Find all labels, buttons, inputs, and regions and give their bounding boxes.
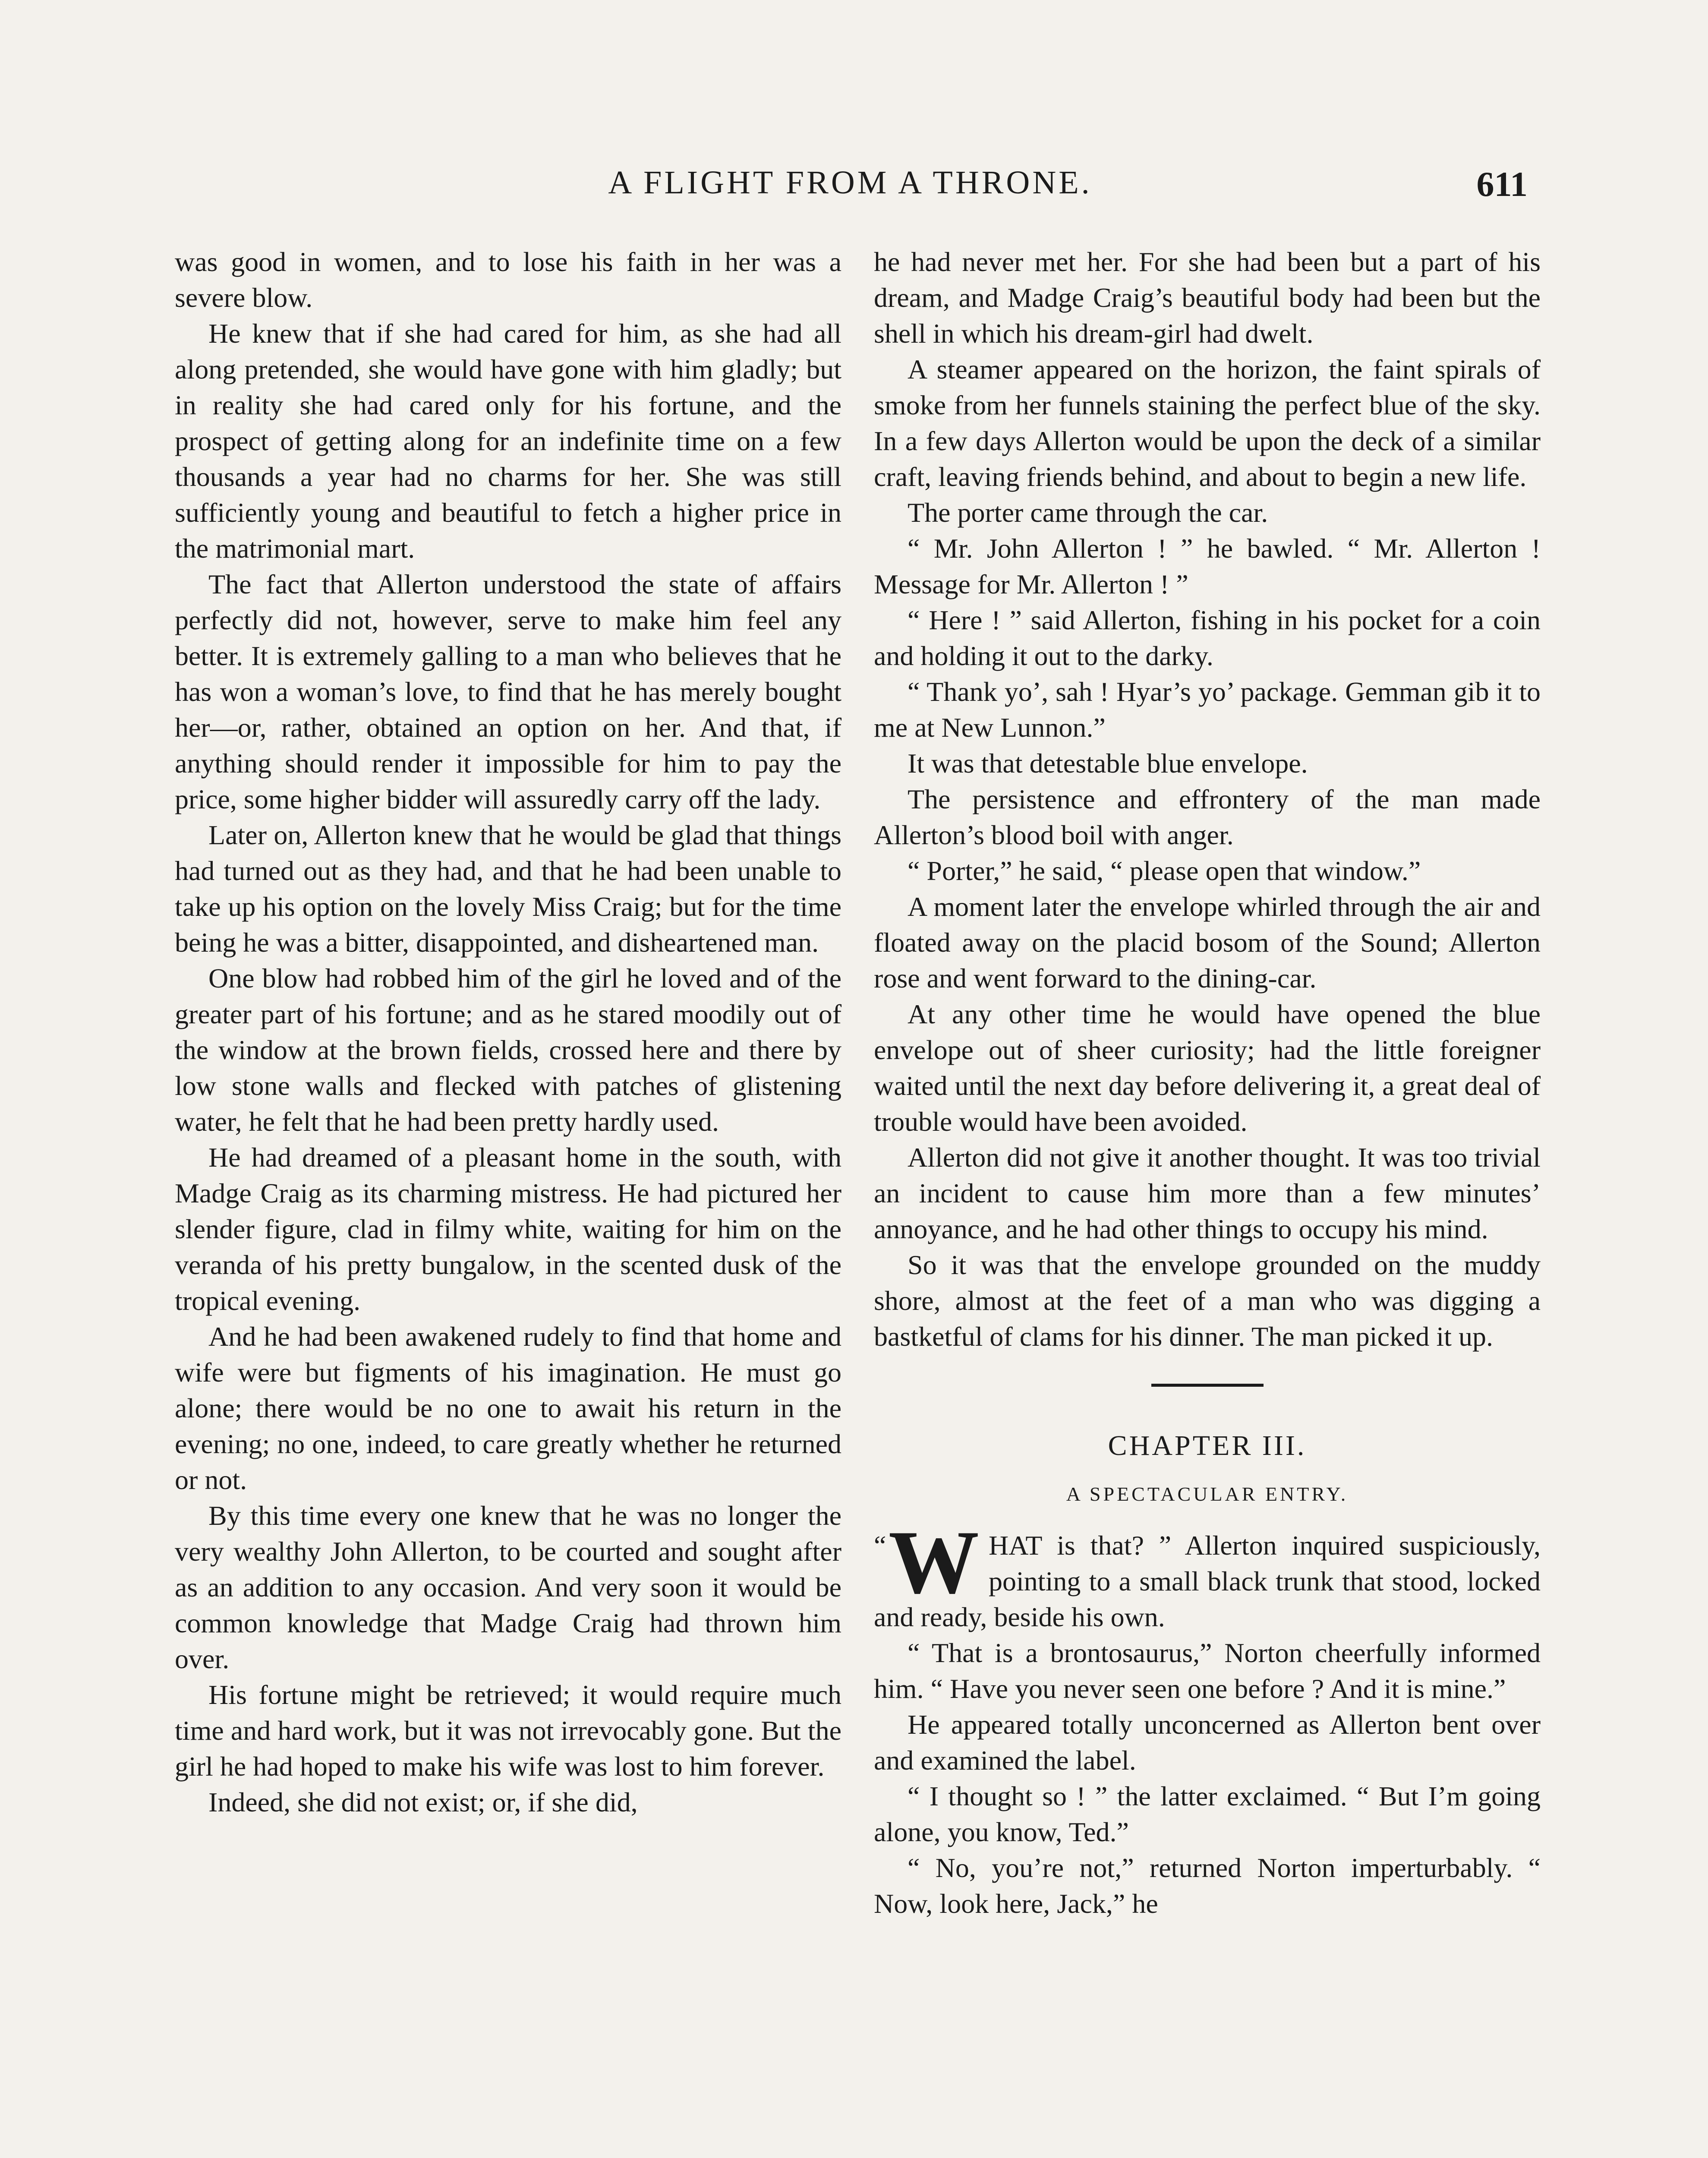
- paragraph: Indeed, she did not exist; or, if she did,: [208, 1787, 638, 1817]
- page-header: [173, 164, 1528, 216]
- paragraph: “ Mr. John Allerton ! ” he bawled. “ Mr. Allerton ! Message for Mr. Allerton ! ”: [874, 533, 1541, 599]
- paragraph: He had dreamed of a pleasant home in the south, with Madge Craig as its charming mistress. He had pictured her slender figure, clad in filmy white, waiting for him on the veranda of his pretty bungalow, in the scented dusk of the tropical evening.: [175, 1142, 841, 1316]
- paragraph: The porter came through the car.: [908, 497, 1268, 528]
- paragraph: He appeared totally unconcerned as Allerton bent over and examined the label.: [874, 1709, 1541, 1776]
- section-divider: [1151, 1384, 1264, 1387]
- left-column: [175, 244, 841, 1820]
- paragraph: It was that detestable blue envelope.: [908, 748, 1308, 779]
- opening-paragraph: [874, 1512, 1541, 1635]
- paragraph: “ No, you’re not,” returned Norton imperturbably. “ Now, look here, Jack,” he: [874, 1852, 1541, 1919]
- paragraph: So it was that the envelope grounded on the muddy shore, almost at the feet of a man who was digging a bastketful of clams for his dinner. The man picked it up.: [874, 1249, 1541, 1352]
- paragraph: A steamer appeared on the horizon, the faint spirals of smoke from her funnels staining the perfect blue of the sky. In a few days Allerton would be upon the deck of a similar craft, leaving friends behind, and about to begin a new life.: [874, 354, 1541, 492]
- opening-text: HAT is that? ” Allerton inquired suspiciously, pointing to a small black trunk that stood, locked and ready, beside his own.: [874, 1530, 1541, 1632]
- paragraph: was good in women, and to lose his faith in her was a severe blow.: [175, 246, 841, 313]
- paragraph: A moment later the envelope whirled through the air and floated away on the placid bosom of the Sound; Allerton rose and went forward to the dining-car.: [874, 891, 1541, 994]
- paragraph: “ That is a brontosaurus,” Norton cheerfully informed him. “ Have you never seen one before ? And it is mine.”: [874, 1637, 1541, 1704]
- paragraph: Allerton did not give it another thought. It was too trivial an incident to cause him more than a few minutes’ annoyance, and he had other things to occupy his mind.: [874, 1142, 1541, 1244]
- paragraph: “ Thank yo’, sah ! Hyar’s yo’ package. Gemman gib it to me at New Lunnon.”: [874, 676, 1541, 743]
- chapter-title: CHAPTER III.: [1108, 1430, 1307, 1461]
- paragraph: “ I thought so ! ” the latter exclaimed. “ But I’m going alone, you know, Ted.”: [874, 1781, 1541, 1847]
- drop-cap: W: [889, 1512, 979, 1612]
- paragraph: His fortune might be retrieved; it would require much time and hard work, but it was not irrevocably gone. But the girl he had hoped to make his wife was lost to him forever.: [175, 1679, 841, 1782]
- paragraph: The persistence and effrontery of the man made Allerton’s blood boil with anger.: [874, 784, 1541, 850]
- paragraph: One blow had robbed him of the girl he loved and of the greater part of his fortune; and as he stared moodily out of the window at the brown fields, crossed here and there by low stone walls and flecked with patches of glistening water, he felt that he had been pretty hardly used.: [175, 963, 841, 1137]
- paragraph: At any other time he would have opened the blue envelope out of sheer curiosity; had the little foreigner waited until the next day before delivering it, a great deal of trouble would have been avoided.: [874, 999, 1541, 1137]
- paragraph: The fact that Allerton understood the state of affairs perfectly did not, however, serve to make him feel any better. It is extremely galling to a man who believes that he has won a woman’s love, to find that he has merely bought her—or, rather, obtained an option on her. And that, if anything should render it impossible for him to pay the price, some higher bidder will assuredly carry off the lady.: [175, 569, 841, 814]
- paragraph: And he had been awakened rudely to find that home and wife were but figments of his imagination. He must go alone; there would be no one to await his return in the evening; no one, indeed, to care greatly whether he returned or not.: [175, 1321, 841, 1495]
- paragraph: By this time every one knew that he was no longer the very wealthy John Allerton, to be courted and sought after as an addition to any occasion. And very soon it would be common knowledge that Madge Craig had thrown him over.: [175, 1500, 841, 1674]
- paragraph: He knew that if she had cared for him, as she had all along pretended, she would have gone with him gladly; but in reality she had cared only for his fortune, and the prospect of getting along for an indefinite time on a few thousands a year had no charms for her. She was still sufficiently young and beautiful to fetch a higher price in the matrimonial mart.: [175, 318, 841, 564]
- paragraph: “ Porter,” he said, “ please open that window.”: [908, 855, 1421, 886]
- right-column: [874, 244, 1541, 1921]
- paragraph: “ Here ! ” said Allerton, fishing in his pocket for a coin and holding it out to the darky.: [874, 605, 1541, 671]
- running-title: A FLIGHT FROM A THRONE.: [608, 164, 1092, 201]
- chapter-subtitle: A SPECTACULAR ENTRY.: [1066, 1483, 1349, 1505]
- paragraph: Later on, Allerton knew that he would be glad that things had turned out as they had, and that he had been unable to take up his option on the lovely Miss Craig; but for the time being he was a bitter, disappointed, and disheartened man.: [175, 820, 841, 958]
- page-number: 611: [1476, 164, 1528, 204]
- paragraph: he had never met her. For she had been but a part of his dream, and Madge Craig’s beautiful body had been but the shell in which his dream-girl had dwelt.: [874, 246, 1541, 349]
- opening-quote: “: [874, 1530, 886, 1561]
